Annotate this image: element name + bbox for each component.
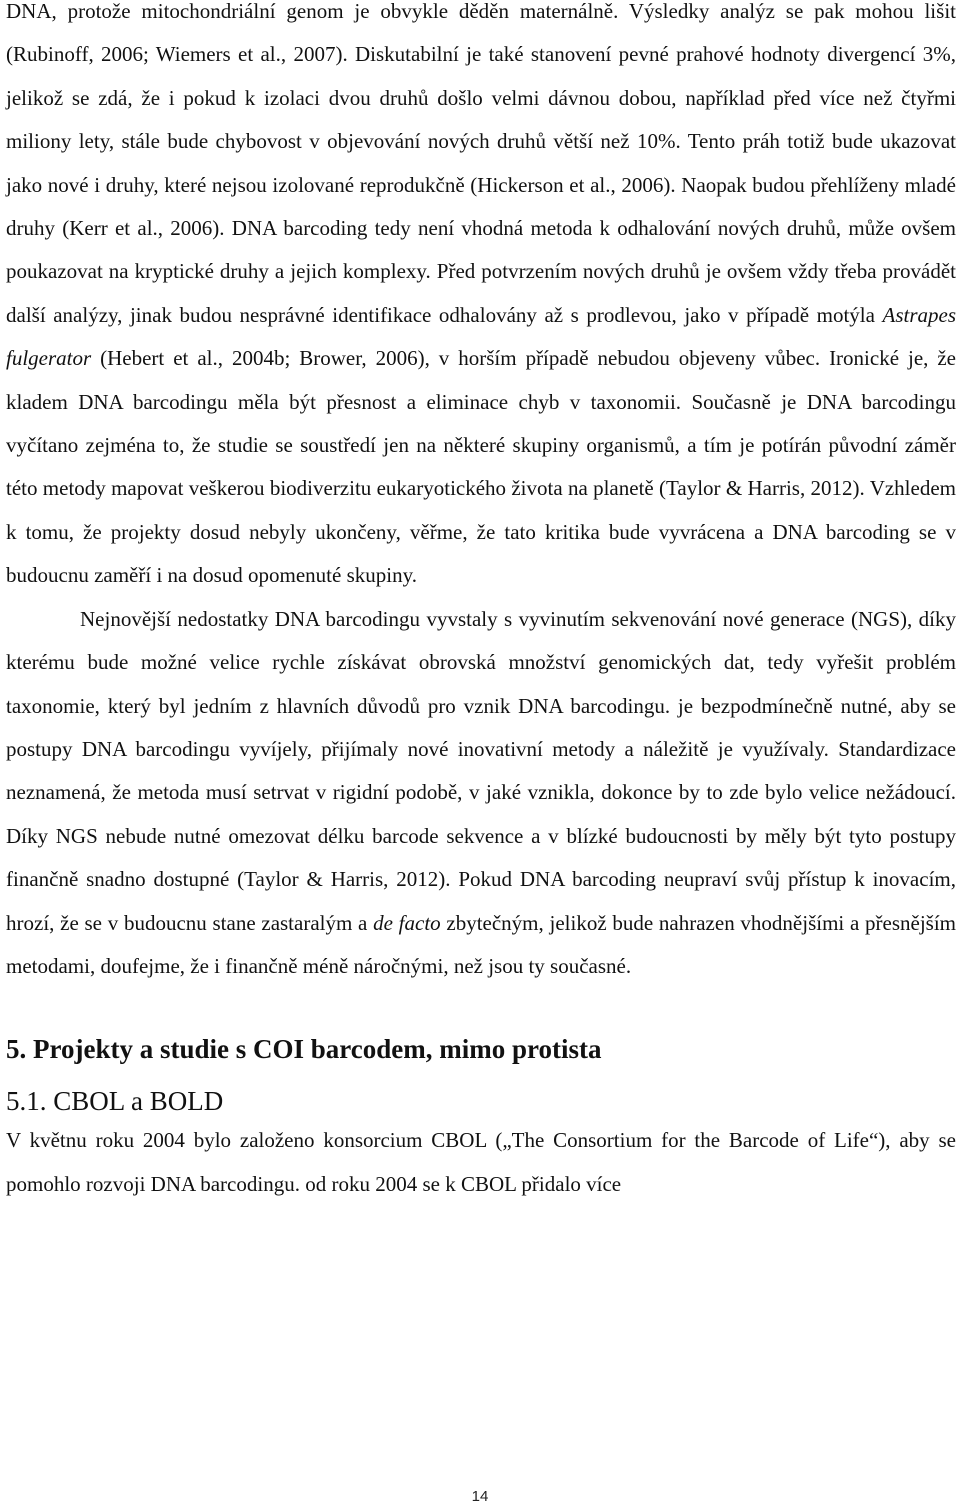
subsection-heading: 5.1. CBOL a BOLD <box>6 1086 224 1117</box>
paragraph-text: Nejnovější nedostatky DNA barcodingu vyvstaly s vyvinutím sekvenování nové generace (NGS), díky kterému bude možné velice rychle získávat obrovská množství genomických dat, tedy vyřešit problém taxonomie, který byl jedním z hlavních důvodů pro vznik DNA barcodingu. je bezpodmínečně nutné, aby se postupy DNA barcodingu vyvíjely, přijímaly nové inovativní metody a náležitě je využívaly. Standardizace neznamená, že metoda musí setrvat v rigidní podobě, v jaké vznikla, dokonce by to zde bylo velice nežádoucí. Díky NGS nebude nutné omezovat délku barcode sekvence a v blízké budoucnosti by měly být tyto postupy finančně snadno dostupné (Taylor & Harris, 2012). Pokud DNA barcoding neupraví svůj přístup k inovacím, hrozí, že se v budoucnu stane zastaralým a <box>6 606 956 935</box>
paragraph-text: zbytečným, jelikož bude nahrazen vhodnějšími a přesnějším metodami, doufejme, že i finančně méně náročnými, než jsou ty současné. <box>6 910 957 978</box>
paragraph-text: (Hebert et al., 2004b; Brower, 2006), v horším případě nebudou objeveny vůbec. Ironické je, že kladem DNA barcodingu měla být přesnost a eliminace chyb v taxonomii. Současně je DNA barcodingu vyčítano zejména to, že studie se soustředí jen na některé skupiny organismů, a tím je potírán původní záměr této metody mapovat veškerou biodiverzitu eukaryotického života na planetě (Taylor & Harris, 2012). Vzhledem k tomu, že projekty dosud nebyly ukončeny, věřme, že tato kritika bude vyvrácena a DNA barcoding se v budoucnu zaměří i na dosud opomenuté skupiny. <box>6 346 956 588</box>
section-heading: 5. Projekty a studie s COI barcodem, mimo protista <box>6 1034 602 1065</box>
body-paragraph <box>6 598 956 989</box>
page-number: 14 <box>471 1488 489 1505</box>
document-page <box>6 0 956 1206</box>
latin-phrase-italic: de facto <box>373 910 441 935</box>
body-paragraph: V květnu roku 2004 bylo založeno konsorcium CBOL („The Consortium for the Barcode of Life“), aby se pomohlo rozvoji DNA barcodingu. od roku 2004 se k CBOL přidalo více <box>6 1128 956 1196</box>
species-name-italic: Astrapes fulgerator <box>6 302 956 371</box>
paragraph-text: DNA, protože mitochondriální genom je obvykle děděn maternálně. Výsledky analýz se pak mohou lišit (Rubinoff, 2006; Wiemers et al., 2007). Diskutabilní je také stanovení pevné prahové hodnoty divergencí 3%, jelikož se zdá, že i pokud k izolaci dvou druhů došlo velmi dávnou dobou, například před více než čtyřmi miliony lety, stále bude chybovost v objevování nových druhů větší než 10%. Tento práh totiž bude ukazovat jako nové i druhy, které nejsou izolované reprodukčně (Hickerson et al., 2006). Naopak budou přehlíženy mladé druhy (Kerr et al., 2006). DNA barcoding tedy není vhodná metoda k odhalování nových druhů, může ovšem poukazovat na kryptické druhy a jejich komplexy. Před potvrzením nových druhů je ovšem vždy třeba provádět další analýzy, jinak budou nesprávné identifikace odhalovány až s prodlevou, jako v případě motýla <box>6 0 956 327</box>
body-paragraph <box>6 0 956 598</box>
